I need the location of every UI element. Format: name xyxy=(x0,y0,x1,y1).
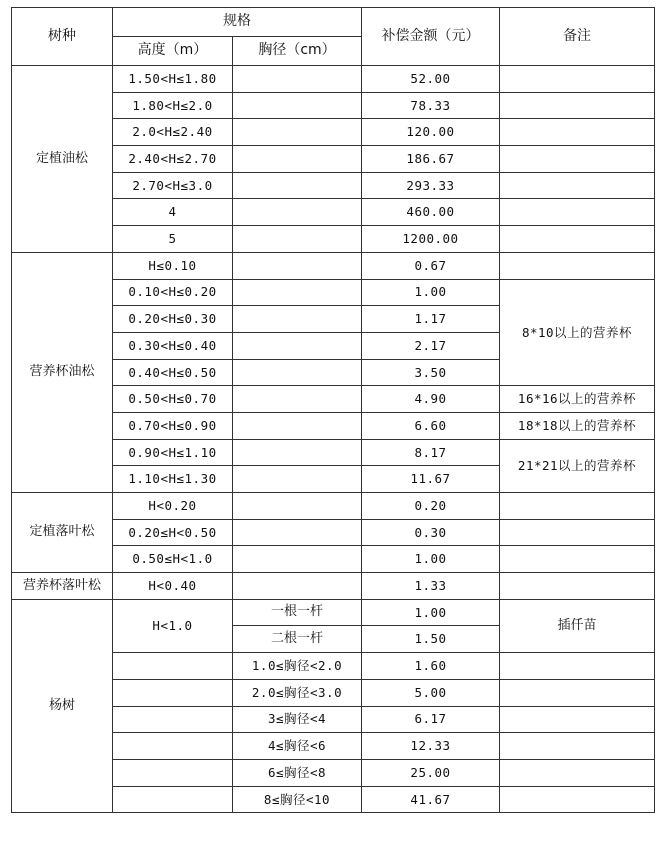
amount-cell: 0.20 xyxy=(362,493,500,520)
note-cell xyxy=(500,706,655,733)
dbh-cell: 二根一杆 xyxy=(233,626,362,653)
dbh-cell: 4≤胸径<6 xyxy=(233,733,362,760)
height-cell xyxy=(113,733,233,760)
note-cell xyxy=(500,172,655,199)
dbh-cell xyxy=(233,172,362,199)
amount-cell: 1200.00 xyxy=(362,226,500,253)
table-row xyxy=(12,252,655,279)
dbh-cell: 2.0≤胸径<3.0 xyxy=(233,679,362,706)
height-cell: 1.80<H≤2.0 xyxy=(113,92,233,119)
note-cell: 16*16以上的营养杯 xyxy=(500,386,655,413)
header-amount: 补偿金额（元） xyxy=(362,8,500,66)
height-cell: 2.40<H≤2.70 xyxy=(113,146,233,173)
height-cell: 0.90<H≤1.10 xyxy=(113,439,233,466)
dbh-cell: 3≤胸径<4 xyxy=(233,706,362,733)
table-row xyxy=(12,599,655,626)
height-cell: 1.10<H≤1.30 xyxy=(113,466,233,493)
note-cell xyxy=(500,146,655,173)
species-cell: 营养杯落叶松 xyxy=(12,573,113,600)
dbh-cell xyxy=(233,466,362,493)
compensation-table xyxy=(11,7,655,813)
amount-cell: 1.50 xyxy=(362,626,500,653)
note-cell xyxy=(500,92,655,119)
dbh-cell xyxy=(233,359,362,386)
header-note: 备注 xyxy=(500,8,655,66)
amount-cell: 12.33 xyxy=(362,733,500,760)
note-cell xyxy=(500,493,655,520)
amount-cell: 460.00 xyxy=(362,199,500,226)
amount-cell: 8.17 xyxy=(362,439,500,466)
amount-cell: 293.33 xyxy=(362,172,500,199)
note-cell xyxy=(500,119,655,146)
dbh-cell xyxy=(233,199,362,226)
species-cell: 定植落叶松 xyxy=(12,493,113,573)
height-cell: 0.20≤H<0.50 xyxy=(113,519,233,546)
amount-cell: 6.17 xyxy=(362,706,500,733)
species-cell: 营养杯油松 xyxy=(12,252,113,492)
height-cell: 2.0<H≤2.40 xyxy=(113,119,233,146)
note-cell xyxy=(500,226,655,253)
amount-cell: 0.67 xyxy=(362,252,500,279)
table-row xyxy=(12,66,655,93)
header-row-1 xyxy=(12,8,655,37)
height-cell: H<0.20 xyxy=(113,493,233,520)
dbh-cell xyxy=(233,226,362,253)
amount-cell: 4.90 xyxy=(362,386,500,413)
height-cell: 2.70<H≤3.0 xyxy=(113,172,233,199)
amount-cell: 41.67 xyxy=(362,786,500,813)
height-cell: 5 xyxy=(113,226,233,253)
amount-cell: 1.00 xyxy=(362,279,500,306)
header-dbh: 胸径（cm） xyxy=(233,37,362,66)
note-cell: 21*21以上的营养杯 xyxy=(500,439,655,492)
note-cell: 插仟苗 xyxy=(500,599,655,652)
dbh-cell xyxy=(233,332,362,359)
amount-cell: 52.00 xyxy=(362,66,500,93)
dbh-cell xyxy=(233,519,362,546)
note-cell xyxy=(500,573,655,600)
amount-cell: 1.17 xyxy=(362,306,500,333)
header-height: 高度（m） xyxy=(113,37,233,66)
amount-cell: 186.67 xyxy=(362,146,500,173)
amount-cell: 0.30 xyxy=(362,519,500,546)
dbh-cell: 6≤胸径<8 xyxy=(233,759,362,786)
dbh-cell xyxy=(233,252,362,279)
height-cell xyxy=(113,786,233,813)
amount-cell: 2.17 xyxy=(362,332,500,359)
height-cell: 0.10<H≤0.20 xyxy=(113,279,233,306)
note-cell xyxy=(500,653,655,680)
height-cell xyxy=(113,759,233,786)
amount-cell: 120.00 xyxy=(362,119,500,146)
height-cell: 4 xyxy=(113,199,233,226)
note-cell: 8*10以上的营养杯 xyxy=(500,279,655,386)
dbh-cell xyxy=(233,386,362,413)
dbh-cell xyxy=(233,493,362,520)
note-cell xyxy=(500,199,655,226)
note-cell xyxy=(500,679,655,706)
note-cell xyxy=(500,252,655,279)
dbh-cell xyxy=(233,66,362,93)
dbh-cell xyxy=(233,92,362,119)
amount-cell: 1.60 xyxy=(362,653,500,680)
note-cell xyxy=(500,733,655,760)
height-cell: 0.50<H≤0.70 xyxy=(113,386,233,413)
header-spec: 规格 xyxy=(113,8,362,37)
dbh-cell xyxy=(233,306,362,333)
header-species: 树种 xyxy=(12,8,113,66)
amount-cell: 1.00 xyxy=(362,599,500,626)
amount-cell: 5.00 xyxy=(362,679,500,706)
dbh-cell xyxy=(233,573,362,600)
note-cell xyxy=(500,519,655,546)
species-cell: 杨树 xyxy=(12,599,113,813)
dbh-cell: 一根一杆 xyxy=(233,599,362,626)
note-cell xyxy=(500,66,655,93)
amount-cell: 6.60 xyxy=(362,412,500,439)
amount-cell: 25.00 xyxy=(362,759,500,786)
height-cell: H<0.40 xyxy=(113,573,233,600)
dbh-cell: 8≤胸径<10 xyxy=(233,786,362,813)
amount-cell: 1.00 xyxy=(362,546,500,573)
note-cell xyxy=(500,786,655,813)
note-cell: 18*18以上的营养杯 xyxy=(500,412,655,439)
amount-cell: 1.33 xyxy=(362,573,500,600)
dbh-cell xyxy=(233,546,362,573)
dbh-cell xyxy=(233,146,362,173)
height-cell: H<1.0 xyxy=(113,599,233,652)
height-cell xyxy=(113,653,233,680)
compensation-table-wrapper xyxy=(11,7,655,813)
height-cell: 0.20<H≤0.30 xyxy=(113,306,233,333)
note-cell xyxy=(500,759,655,786)
height-cell: H≤0.10 xyxy=(113,252,233,279)
height-cell: 0.30<H≤0.40 xyxy=(113,332,233,359)
amount-cell: 11.67 xyxy=(362,466,500,493)
dbh-cell: 1.0≤胸径<2.0 xyxy=(233,653,362,680)
amount-cell: 78.33 xyxy=(362,92,500,119)
species-cell: 定植油松 xyxy=(12,66,113,253)
dbh-cell xyxy=(233,279,362,306)
height-cell: 0.70<H≤0.90 xyxy=(113,412,233,439)
height-cell: 0.40<H≤0.50 xyxy=(113,359,233,386)
note-cell xyxy=(500,546,655,573)
height-cell xyxy=(113,679,233,706)
dbh-cell xyxy=(233,119,362,146)
dbh-cell xyxy=(233,412,362,439)
dbh-cell xyxy=(233,439,362,466)
table-row xyxy=(12,493,655,520)
height-cell: 1.50<H≤1.80 xyxy=(113,66,233,93)
height-cell: 0.50≤H<1.0 xyxy=(113,546,233,573)
height-cell xyxy=(113,706,233,733)
amount-cell: 3.50 xyxy=(362,359,500,386)
table-row xyxy=(12,573,655,600)
